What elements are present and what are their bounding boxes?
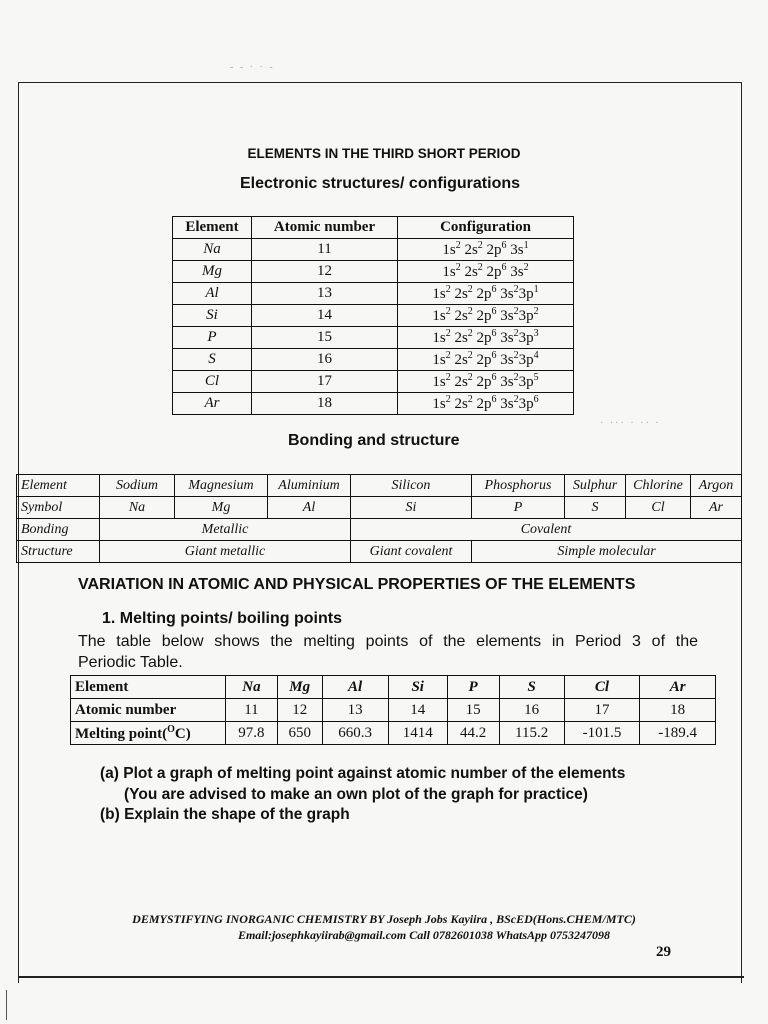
electron-count: 6: [491, 328, 497, 339]
table-cell: Si: [351, 497, 472, 519]
orbital-label: 2s: [464, 242, 478, 258]
table-cell: Simple molecular: [472, 541, 742, 563]
column-header: Element: [173, 217, 252, 239]
table-cell: 17: [564, 699, 640, 722]
table-cell: 97.8: [226, 722, 278, 745]
table-cell: Cl: [173, 371, 252, 393]
table-cell: Silicon: [351, 475, 472, 497]
orbital-label: 1s: [442, 264, 456, 280]
table-cell: 16: [499, 699, 564, 722]
table-row: [173, 349, 574, 371]
table-cell: -101.5: [564, 722, 640, 745]
table-cell: Cl: [626, 497, 691, 519]
table-cell: [398, 327, 574, 349]
table-cell: Mg: [175, 497, 268, 519]
orbital-label: 3s: [510, 242, 524, 258]
orbital-label: 2p: [486, 264, 502, 280]
label-text: Melting point(: [75, 725, 168, 742]
orbital-label: 3s: [500, 286, 514, 302]
table-cell: Chlorine: [626, 475, 691, 497]
orbital-label: 1s: [432, 396, 446, 412]
table-cell: Si: [173, 305, 252, 327]
table-cell: 13: [252, 283, 398, 305]
table-row: [173, 327, 574, 349]
scan-speckle: - - · · -: [230, 62, 275, 73]
orbital-label: 1s: [442, 242, 456, 258]
bonding-title: Bonding and structure: [288, 432, 460, 449]
table-cell: Ar: [691, 497, 742, 519]
electron-count: 6: [491, 372, 497, 383]
table-cell: 44.2: [447, 722, 499, 745]
question-b: (b) Explain the shape of the graph: [100, 806, 350, 823]
table-cell: [398, 283, 574, 305]
paragraph-line: Periodic Table.: [78, 654, 183, 671]
orbital-label: 3p: [518, 396, 534, 412]
subsection-title: 1. Melting points/ boiling points: [102, 610, 342, 627]
column-header: Atomic number: [252, 217, 398, 239]
table-cell: [398, 305, 574, 327]
melting-point-row: [71, 722, 716, 745]
table-cell: S: [499, 676, 564, 699]
orbital-label: 2s: [454, 308, 468, 324]
table-cell: 115.2: [499, 722, 564, 745]
electron-count: 6: [491, 350, 497, 361]
table-cell: -189.4: [640, 722, 716, 745]
electron-count: 1: [533, 284, 539, 295]
row-header: Structure: [17, 541, 100, 563]
table-cell: S: [565, 497, 626, 519]
scan-bleed: · ··· · ·· ·: [600, 418, 661, 429]
orbital-label: 2p: [476, 374, 492, 390]
table-cell: Ar: [173, 393, 252, 415]
electron-count: 2: [513, 394, 519, 405]
structure-row: [17, 541, 742, 563]
orbital-label: 2p: [476, 330, 492, 346]
orbital-label: 3p: [518, 330, 534, 346]
symbol-row: [17, 497, 742, 519]
electron-count: 2: [513, 306, 519, 317]
electron-count: 6: [491, 394, 497, 405]
electron-count: 6: [501, 240, 507, 251]
table-cell: 12: [277, 699, 322, 722]
footer-credit: DEMYSTIFYING INORGANIC CHEMISTRY BY Joseph Jobs Kayiira , BScED(Hons.CHEM/MTC): [132, 912, 636, 926]
table-cell: 14: [252, 305, 398, 327]
label-text: C): [174, 725, 191, 742]
orbital-label: 3p: [518, 286, 534, 302]
orbital-label: 2p: [476, 286, 492, 302]
electron-count: 2: [467, 372, 473, 383]
electron-count: 2: [513, 284, 519, 295]
row-header: Atomic number: [71, 699, 226, 722]
electron-count: 6: [533, 394, 539, 405]
row-header: Bonding: [17, 519, 100, 541]
table-cell: Si: [388, 676, 447, 699]
table-cell: Al: [268, 497, 351, 519]
table-row: [173, 371, 574, 393]
table-row: [173, 261, 574, 283]
row-header: Element: [17, 475, 100, 497]
footer-contact: Email:josephkayiirab@gmail.com Call 0782601038 WhatsApp 0753247098: [237, 928, 611, 942]
table-cell: Na: [226, 676, 278, 699]
orbital-label: 2s: [454, 396, 468, 412]
electron-count: 2: [445, 284, 451, 295]
bonding-row: [17, 519, 742, 541]
table-cell: Na: [173, 239, 252, 261]
row-header: Symbol: [17, 497, 100, 519]
configuration-table: [172, 216, 574, 415]
table-cell: 12: [252, 261, 398, 283]
orbital-label: 2p: [486, 242, 502, 258]
table-cell: Mg: [277, 676, 322, 699]
question-a: (a) Plot a graph of melting point against atomic number of the elements: [100, 765, 626, 782]
orbital-label: 2p: [476, 308, 492, 324]
electron-count: 2: [477, 262, 483, 273]
row-header: [71, 722, 226, 745]
melting-point-table: [70, 675, 716, 745]
table-cell: 18: [640, 699, 716, 722]
orbital-label: 2s: [454, 374, 468, 390]
table-cell: Mg: [173, 261, 252, 283]
page-heading: ELEMENTS IN THE THIRD SHORT PERIOD: [247, 146, 521, 161]
orbital-label: 2p: [476, 396, 492, 412]
electron-count: 4: [533, 350, 539, 361]
table-cell: Argon: [691, 475, 742, 497]
table-cell: 17: [252, 371, 398, 393]
degree-sup: O: [167, 723, 175, 735]
table-row: [173, 393, 574, 415]
electron-count: 2: [445, 394, 451, 405]
electron-count: 5: [533, 372, 539, 383]
electron-count: 2: [467, 284, 473, 295]
orbital-label: 3p: [518, 352, 534, 368]
electron-count: 3: [533, 328, 539, 339]
orbital-label: 2s: [454, 286, 468, 302]
paragraph-line: The table below shows the melting points of the elements in Period 3 of the: [78, 633, 698, 650]
table-cell: Phosphorus: [472, 475, 565, 497]
table-cell: Al: [322, 676, 388, 699]
table-cell: 15: [252, 327, 398, 349]
table-cell: P: [472, 497, 565, 519]
orbital-label: 2p: [476, 352, 492, 368]
electron-count: 2: [523, 262, 529, 273]
electron-count: 2: [513, 372, 519, 383]
element-row: [17, 475, 742, 497]
table-cell: [398, 349, 574, 371]
orbital-label: 3s: [500, 352, 514, 368]
table-cell: Sulphur: [565, 475, 626, 497]
table-cell: Metallic: [100, 519, 351, 541]
table-cell: Sodium: [100, 475, 175, 497]
orbital-label: 2s: [454, 330, 468, 346]
element-row: [71, 676, 716, 699]
electron-count: 2: [513, 350, 519, 361]
table-cell: Aluminium: [268, 475, 351, 497]
column-header: Configuration: [398, 217, 574, 239]
table-cell: Covalent: [351, 519, 742, 541]
table-cell: 650: [277, 722, 322, 745]
table-row: [173, 283, 574, 305]
orbital-label: 3p: [518, 308, 534, 324]
page-number: 29: [656, 944, 671, 960]
electron-count: 2: [513, 328, 519, 339]
electron-count: 6: [491, 306, 497, 317]
table-cell: S: [173, 349, 252, 371]
electron-count: 2: [445, 328, 451, 339]
atomic-number-row: [71, 699, 716, 722]
electron-count: 1: [523, 240, 529, 251]
table-cell: [398, 371, 574, 393]
electron-count: 2: [533, 306, 539, 317]
table-header-row: [173, 217, 574, 239]
table-cell: P: [447, 676, 499, 699]
table-cell: [398, 261, 574, 283]
electron-count: 2: [467, 394, 473, 405]
table-cell: 660.3: [322, 722, 388, 745]
orbital-label: 1s: [432, 286, 446, 302]
orbital-label: 3s: [500, 330, 514, 346]
orbital-label: 1s: [432, 352, 446, 368]
table-cell: 18: [252, 393, 398, 415]
table-cell: Na: [100, 497, 175, 519]
electron-count: 2: [467, 350, 473, 361]
orbital-label: 1s: [432, 330, 446, 346]
table-cell: 13: [322, 699, 388, 722]
electron-count: 2: [445, 306, 451, 317]
configuration-table-body: [173, 239, 574, 415]
bonding-table: [16, 474, 742, 563]
table-cell: 14: [388, 699, 447, 722]
table-cell: [398, 393, 574, 415]
table-cell: 11: [226, 699, 278, 722]
table-row: [173, 239, 574, 261]
orbital-label: 3s: [500, 396, 514, 412]
electron-count: 6: [491, 284, 497, 295]
table-cell: 15: [447, 699, 499, 722]
table-cell: 1414: [388, 722, 447, 745]
electron-count: 2: [477, 240, 483, 251]
table-row: [173, 305, 574, 327]
electron-count: 2: [467, 306, 473, 317]
table-cell: Magnesium: [175, 475, 268, 497]
table-cell: Giant metallic: [100, 541, 351, 563]
table-cell: [398, 239, 574, 261]
orbital-label: 1s: [432, 308, 446, 324]
table-cell: 16: [252, 349, 398, 371]
electron-count: 2: [455, 262, 461, 273]
orbital-label: 2s: [464, 264, 478, 280]
section-title: VARIATION IN ATOMIC AND PHYSICAL PROPERTIES OF THE ELEMENTS: [78, 576, 636, 593]
orbital-label: 1s: [432, 374, 446, 390]
bottom-rule: [18, 976, 744, 978]
orbital-label: 3s: [510, 264, 524, 280]
page-subheading: Electronic structures/ configurations: [239, 175, 521, 192]
table-cell: Giant covalent: [351, 541, 472, 563]
table-cell: Ar: [640, 676, 716, 699]
electron-count: 2: [445, 372, 451, 383]
margin-line: [6, 990, 21, 1020]
table-cell: P: [173, 327, 252, 349]
table-cell: Cl: [564, 676, 640, 699]
electron-count: 6: [501, 262, 507, 273]
orbital-label: 2s: [454, 352, 468, 368]
orbital-label: 3s: [500, 374, 514, 390]
orbital-label: 3s: [500, 308, 514, 324]
electron-count: 2: [455, 240, 461, 251]
table-cell: Al: [173, 283, 252, 305]
electron-count: 2: [445, 350, 451, 361]
electron-count: 2: [467, 328, 473, 339]
row-header: Element: [71, 676, 226, 699]
orbital-label: 3p: [518, 374, 534, 390]
question-a-note: (You are advised to make an own plot of the graph for practice): [124, 786, 588, 803]
table-cell: 11: [252, 239, 398, 261]
